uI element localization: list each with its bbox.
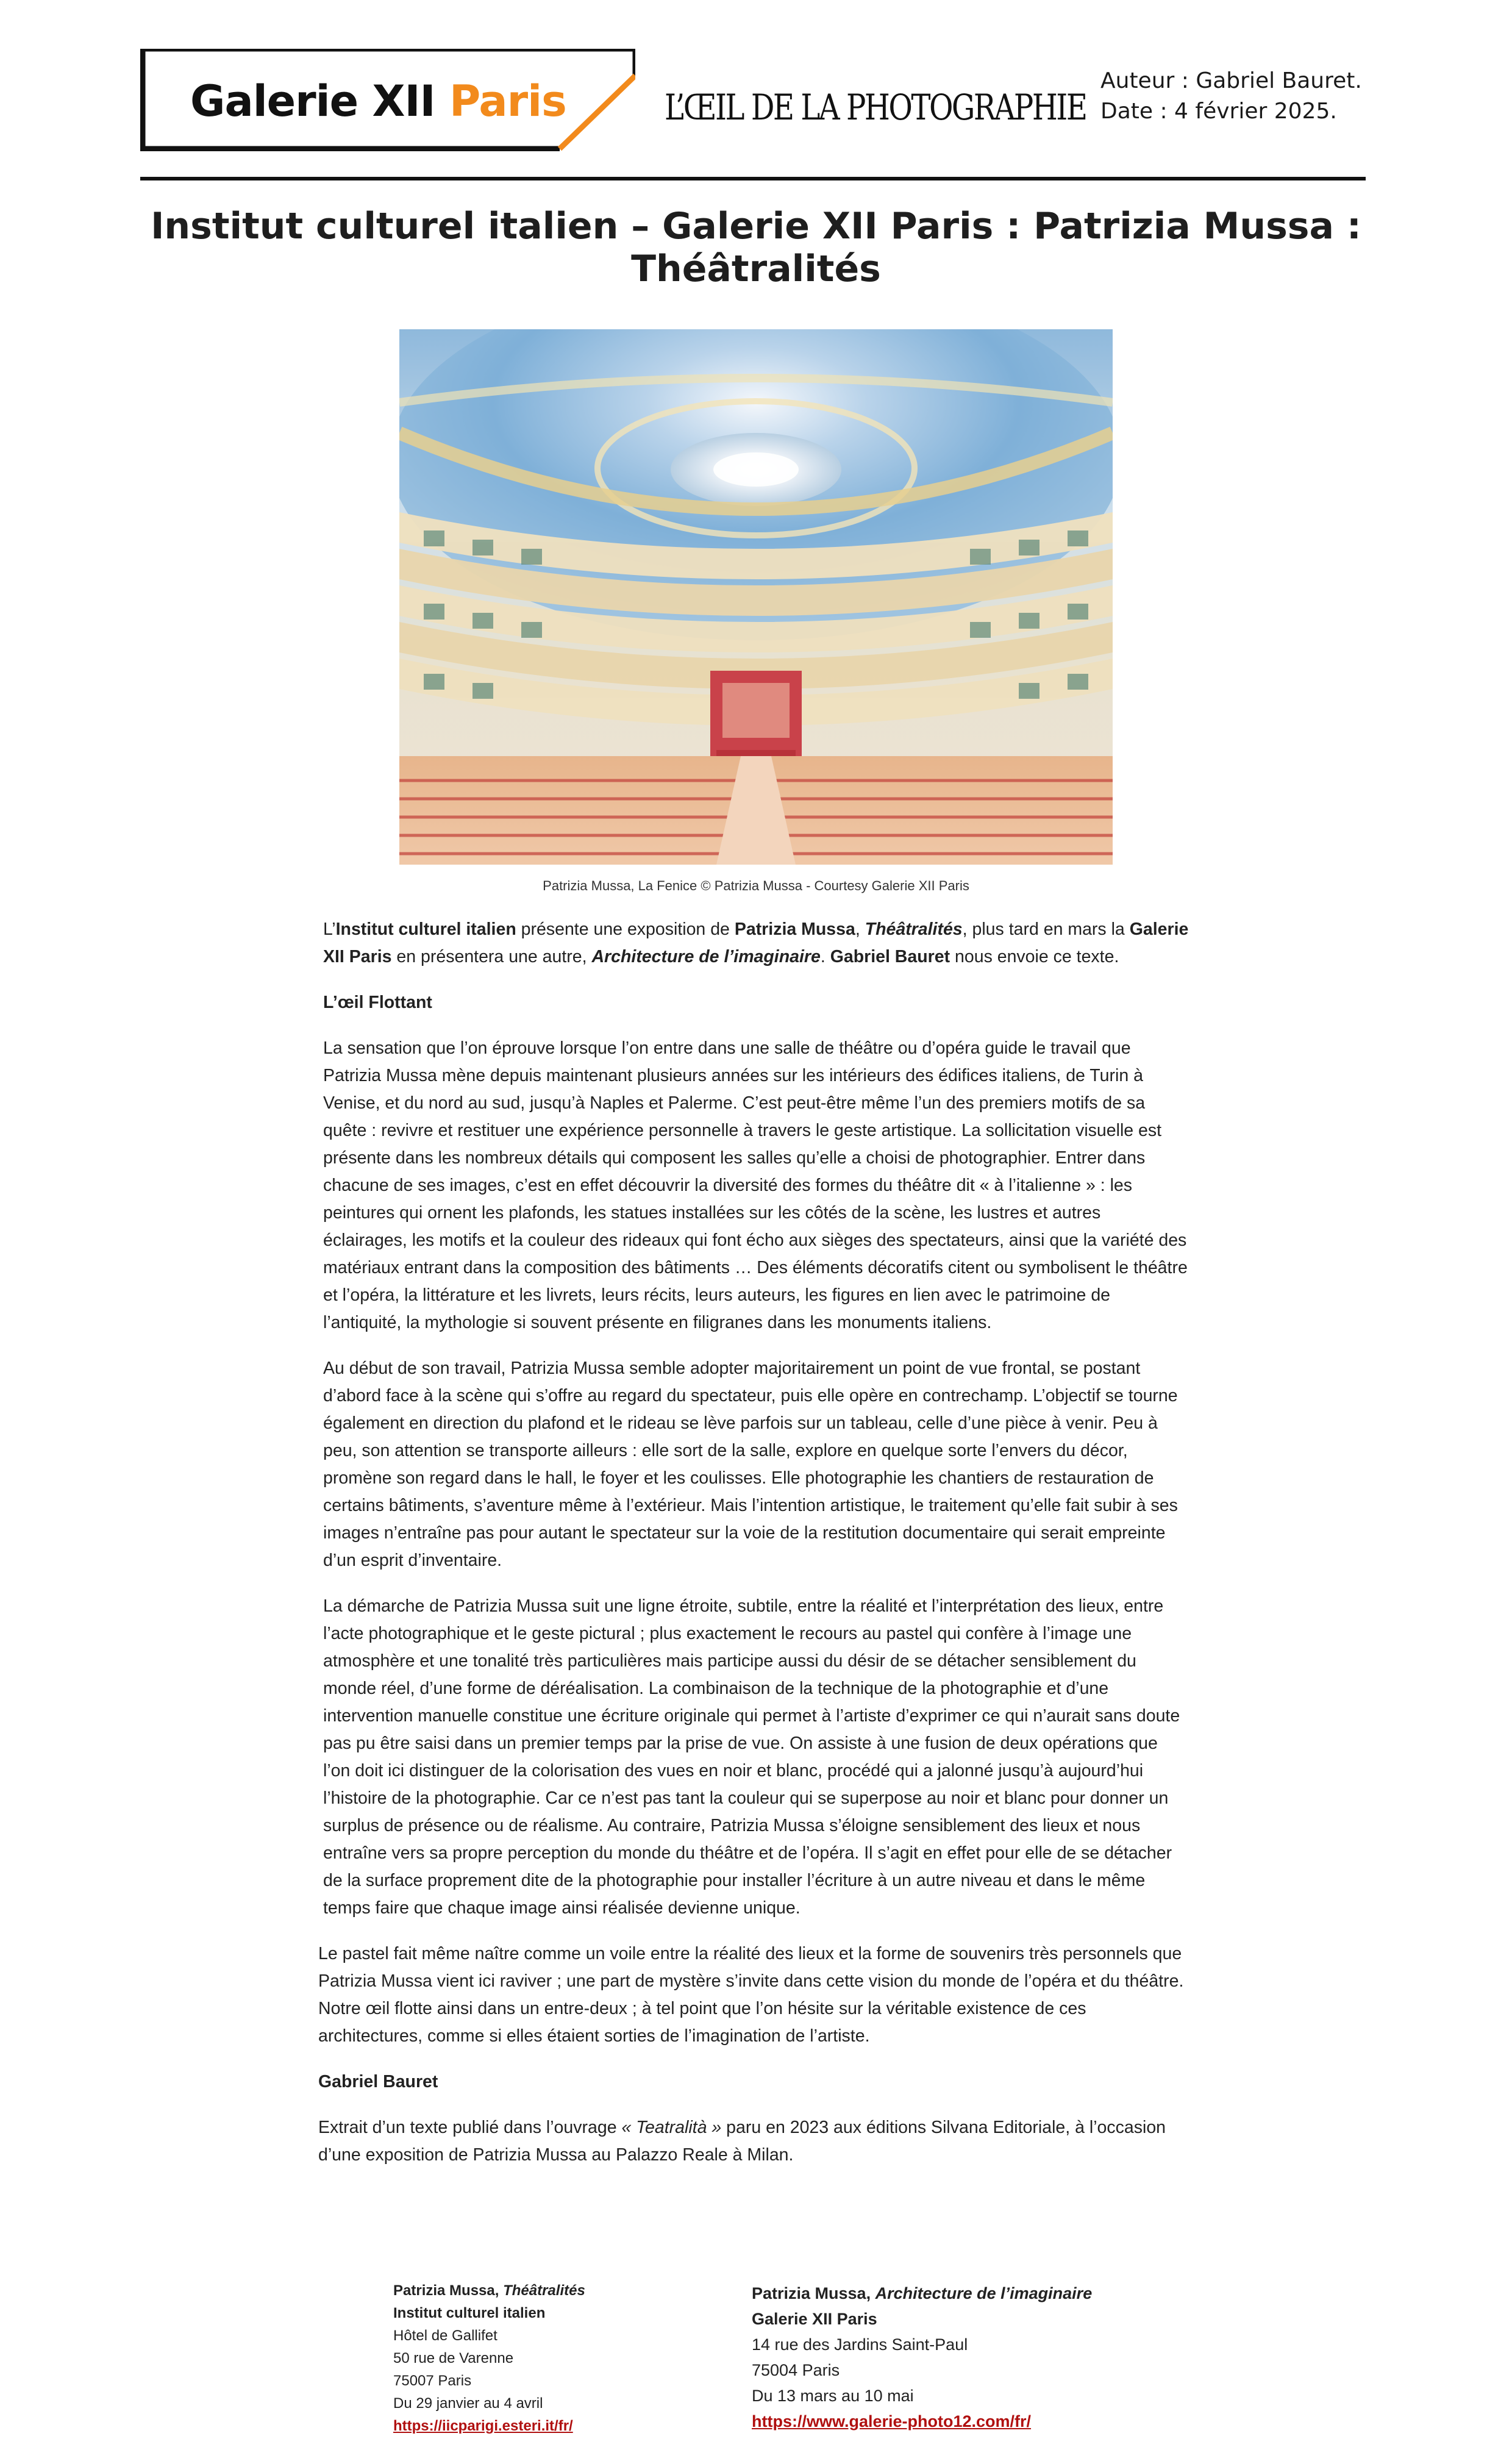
venue-title: [752, 2281, 1179, 2306]
venue-link[interactable]: https://www.galerie-photo12.com/fr/: [752, 2412, 1032, 2431]
header-divider: [140, 177, 1366, 180]
body-paragraph: Au début de son travail, Patrizia Mussa semble adopter majoritairement un point de vue frontal, se postant d’abord face à la scène qui s’offre au regard du spectateur, puis elle opère en contrechamp. L’objectif se tourne également en direction du plafond et le rideau se lève parfois sur un tableau, celle d’une pièce à venir. Peu à peu, son attention se transporte ailleurs : elle sort de la salle, explore en quelque sorte l’envers du décor, promène son regard dans le hall, le foyer et les coulisses. Elle photographie les chantiers de restauration de certains bâtiments, s’aventure même à l’extérieur. Mais l’intention artistique, le traitement qu’elle fait subir à ses images n’entraîne pas pour autant le spectateur sur la voie de la restitution documentaire qui serait empreinte d’un esprit d’inventaire.: [323, 1359, 1178, 1570]
header: [140, 49, 1372, 183]
venue-show: Théâtralités: [503, 2282, 585, 2299]
intro-text: en présentera une autre,: [391, 947, 592, 966]
article-body: [318, 916, 1189, 2187]
galerie-logo[interactable]: [140, 49, 635, 151]
intro-bold: Gabriel Bauret: [830, 947, 950, 966]
intro-bold: Patrizia Mussa: [734, 920, 855, 939]
article-meta: [1100, 66, 1381, 127]
venue-place: Institut culturel italien: [393, 2305, 546, 2321]
section-subheading: L’œil Flottant: [323, 993, 432, 1012]
intro-paragraph: [323, 916, 1189, 971]
venue-address-line: 14 rue des Jardins Saint-Paul: [752, 2335, 968, 2354]
venue-artist: Patrizia Mussa,: [752, 2284, 875, 2302]
venue-institut: [393, 2279, 735, 2437]
extract-note: [318, 2114, 1189, 2169]
intro-text: nous envoie ce texte.: [950, 947, 1119, 966]
author-signature: Gabriel Bauret: [318, 2072, 438, 2091]
intro-text: L’: [323, 920, 336, 939]
body-paragraph: La démarche de Patrizia Mussa suit une ligne étroite, subtile, entre la réalité et l’interprétation des lieux, entre l’acte photographique et le geste pictural ; plus exactement le recours au pastel qui confère à l’image une atmosphère et une tonalité très particulières mais participe aussi du désir de se détacher sensiblement du monde réel, d’une forme de déréalisation. La combinaison de la technique de la photographie et d’une intervention manuelle constitue une écriture originale qui permet à l’artiste d’exprimer ce qui n’aurait sans doute pas pu être saisi dans un premier temps par la prise de vue. On assiste à une fusion de deux opérations que l’on doit ici distinguer de la colorisation des vues en noir et blanc, procédé qui a jalonné jusqu’à aujourd’hui l’histoire de la photographie. Car ce n’est pas tant la couleur qui se superpose au noir et blanc pour donner un surplus de présence ou de réalisme. Au contraire, Patrizia Mussa s’éloigne sensiblement des lieux et nous entraîne vers sa propre perception du monde du théâtre et de l’opéra. Il s’agit en effet pour elle de se détacher de la surface proprement dite de la photographie pour installer l’écriture à un autre niveau et dans le même temps faire que chaque image ainsi réalisée devienne unique.: [323, 1596, 1180, 1918]
intro-bold: Institut culturel italien: [335, 920, 516, 939]
venue-address-line: 75004 Paris: [752, 2361, 840, 2379]
intro-bold: Galerie XII Paris: [323, 920, 1189, 966]
venue-link[interactable]: https://iicparigi.esteri.it/fr/: [393, 2418, 573, 2434]
logo-text-part1: Galerie XII: [190, 76, 449, 126]
extract-text: paru en 2023 aux éditions Silvana Editoriale, à l’occasion d’une exposition de Patrizia Mussa au Palazzo Reale à Milan.: [318, 2118, 1166, 2165]
logo-text-part2: Paris: [449, 76, 566, 126]
author: Auteur : Gabriel Bauret.: [1100, 68, 1362, 93]
logo-text: [190, 76, 566, 127]
intro-bold-italic: Théâtralités: [865, 920, 963, 939]
intro-text: ,: [855, 920, 865, 939]
theatre-image-icon: [399, 329, 1113, 865]
venue-artist: Patrizia Mussa,: [393, 2282, 504, 2299]
photo-caption: Patrizia Mussa, La Fenice © Patrizia Mussa - Courtesy Galerie XII Paris: [543, 878, 969, 893]
body-paragraph: La sensation que l’on éprouve lorsque l’on entre dans une salle de théâtre ou d’opéra guide le travail que Patrizia Mussa mène depuis maintenant plusieurs années sur les intérieurs des édifices italiens, de Turin à Venise, et du nord au sud, jusqu’à Naples et Palerme. C’est peut-être même l’un des premiers motifs de sa quête : revivre et restituer une expérience personnelle à travers le geste artistique. La sollicitation visuelle est présente dans les nombreux détails qui composent les salles qu’elle a choisi de photographier. Entrer dans chacune de ses images, c’est en effet découvrir la diversité des formes du théâtre dit « à l’italienne » : les peintures qui ornent les plafonds, les statues installées sur les côtés de la scène, les lustres et autres éclairages, les motifs et la couleur des rideaux qui font écho aux sièges des spectateurs, ainsi que la variété des matériaux entrant dans la composition des bâtiments … Des éléments décoratifs citent ou symbolisent le théâtre et l’opéra, la littérature et les livrets, leurs récits, leurs auteurs, les figures en lien avec le patrimoine de l’antiquité, la mythologie si souvent présente en filigranes dans les monuments italiens.: [323, 1038, 1188, 1332]
venue-galerie: [752, 2281, 1179, 2434]
magazine-logo[interactable]: L’ŒIL DE LA PHOTOGRAPHIE: [665, 87, 1086, 128]
venue-dates: Du 13 mars au 10 mai: [752, 2387, 914, 2405]
venue-address-line: Hôtel de Gallifet: [393, 2327, 497, 2344]
extract-text: Extrait d’un texte publié dans l’ouvrage: [318, 2118, 622, 2137]
venue-dates: Du 29 janvier au 4 avril: [393, 2395, 543, 2412]
intro-bold-italic: Architecture de l’imaginaire: [591, 947, 821, 966]
publish-date: Date : 4 février 2025.: [1100, 99, 1337, 124]
extract-italic: « Teatralità »: [621, 2118, 722, 2137]
venue-show: Architecture de l’imaginaire: [875, 2284, 1093, 2302]
intro-text: .: [820, 947, 830, 966]
venue-place: Galerie XII Paris: [752, 2310, 877, 2328]
article-title: Institut culturel italien – Galerie XII Paris : Patrizia Mussa : Théâtralités: [151, 205, 1361, 290]
intro-text: , plus tard en mars la: [962, 920, 1130, 939]
venue-address-line: 75007 Paris: [393, 2373, 472, 2389]
venue-address-line: 50 rue de Varenne: [393, 2350, 514, 2366]
intro-text: présente une exposition de: [516, 920, 735, 939]
venue-title: [393, 2279, 735, 2302]
theatre-photo: [399, 329, 1113, 865]
body-paragraph: Le pastel fait même naître comme un voile entre la réalité des lieux et la forme de souvenirs très personnels que Patrizia Mussa vient ici raviver ; une part de mystère s’invite dans cette vision du monde de l’opéra et du théâtre. Notre œil flotte ainsi dans un entre-deux ; à tel point que l’on hésite sur la véritable existence de ces architectures, comme si elles étaient sorties de l’imagination de l’artiste.: [318, 1944, 1184, 2046]
